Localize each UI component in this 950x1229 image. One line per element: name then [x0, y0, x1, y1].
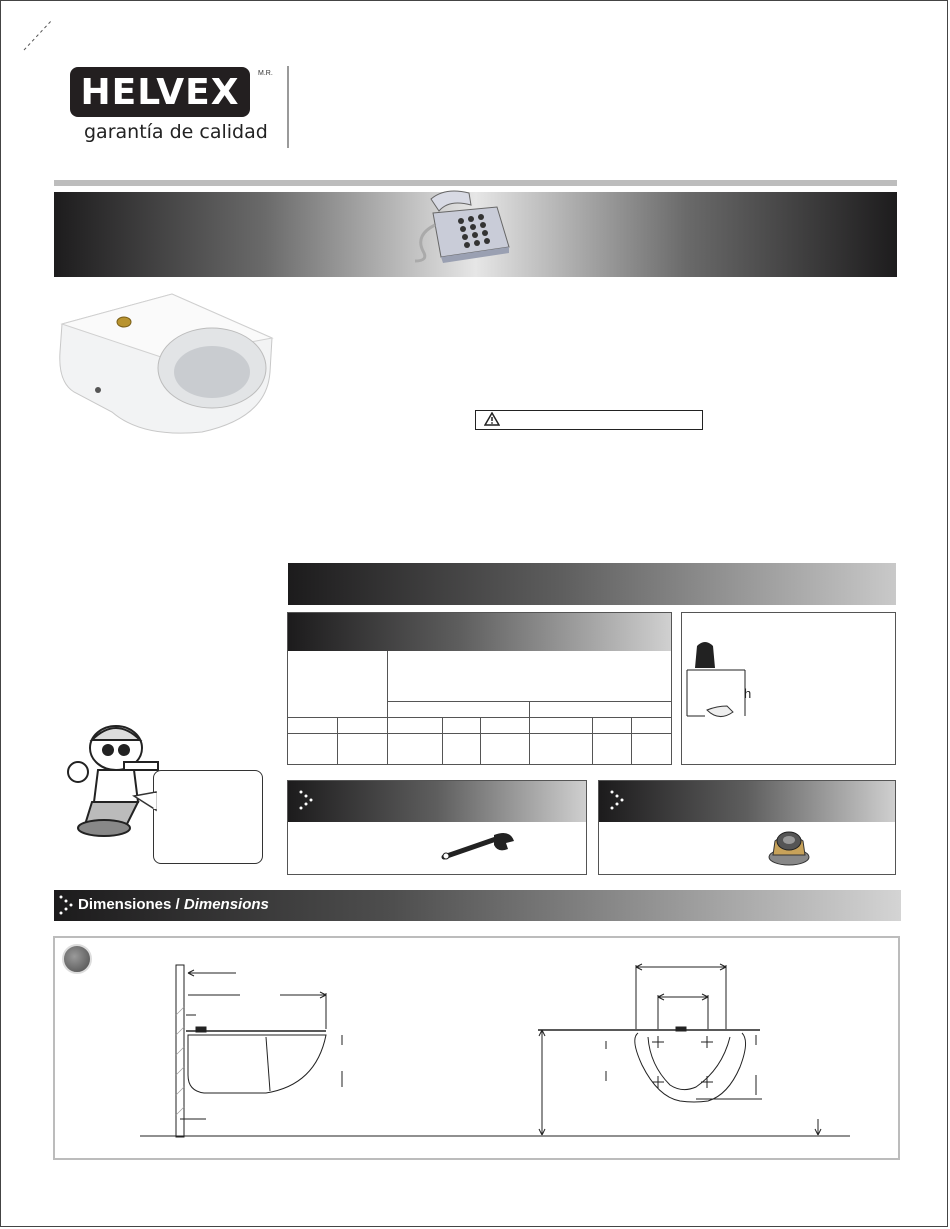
- brand-logo-text: HELVEX: [80, 71, 240, 113]
- plumber-mascot-illustration: [64, 718, 160, 838]
- product-image: [52, 292, 282, 442]
- adjustable-wrench-icon: [438, 831, 518, 863]
- parts-header-band: [599, 781, 895, 822]
- bullet-dots-icon: [58, 894, 74, 916]
- dimensions-title: [78, 896, 269, 913]
- header-divider: [287, 66, 289, 148]
- warning-triangle-icon: [484, 412, 500, 426]
- step-marker-circle: [62, 944, 92, 974]
- bullet-dots-icon: [609, 789, 625, 811]
- height-label: h: [744, 686, 752, 701]
- warning-notice-box: [475, 410, 703, 430]
- corner-cut-mark: [22, 18, 54, 52]
- dimensions-title-en: Dimensions: [183, 896, 269, 913]
- brand-tagline: garantía de calidad: [84, 121, 268, 143]
- registered-mark: M.R.: [258, 70, 273, 77]
- brand-logo: [70, 67, 250, 117]
- tools-header-band: [288, 781, 586, 822]
- dimensions-title-es: Dimensiones /: [78, 896, 180, 913]
- side-view-drawing: [140, 965, 850, 1137]
- tank-height-diagram: [685, 636, 765, 720]
- speech-bubble-tail: [132, 790, 158, 816]
- telephone-icon: [405, 185, 513, 265]
- speech-bubble: [153, 770, 263, 864]
- table-header-band: [288, 613, 671, 651]
- dimension-drawings: [130, 955, 860, 1145]
- flush-valve-part-icon: [767, 827, 811, 867]
- specifications-section-bar: [288, 563, 896, 605]
- specifications-table: [287, 612, 672, 765]
- bullet-dots-icon: [298, 789, 314, 811]
- front-view-drawing: [538, 964, 821, 1135]
- tools-box: [287, 780, 587, 875]
- parts-box: [598, 780, 896, 875]
